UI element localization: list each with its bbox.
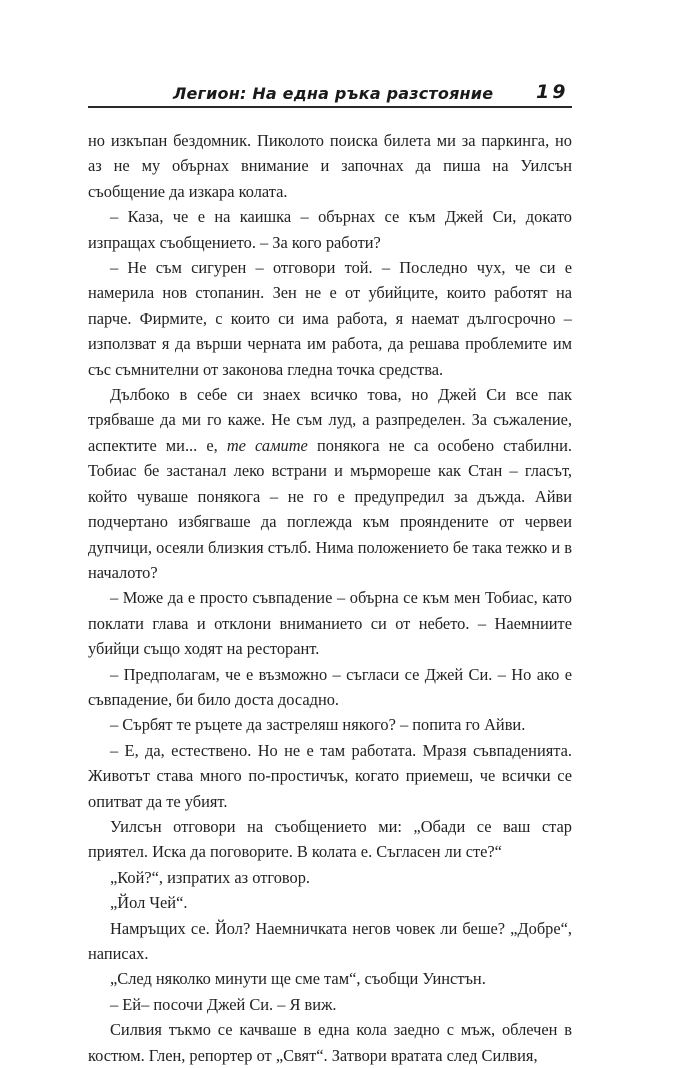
page-header xyxy=(0,0,700,110)
paragraph: – Предполагам, че е възможно – съгласи се Джей Си. – Но ако е съвпадение, би било доста досадно. xyxy=(88,664,572,709)
paragraph: – Не съм сигурен – отговори той. – Последно чух, че си е намерила нов стопанин. Зен не е от убийците, които работят на парче. Фирмите, с които си има работа, я наемат дългосрочно – използват я да върши черната им работа, да решава проблемите им със съмнителни от законова гледна точка средства. xyxy=(88,258,572,379)
emphasized-text: те самите xyxy=(226,435,308,455)
paragraph: – Ей– посочи Джей Си. – Я виж. xyxy=(110,994,337,1014)
paragraph: – Сърбят те ръцете да застреляш някого? – попита го Айви. xyxy=(110,715,526,735)
paragraph: Намръщих се. Йол? Наемничката негов човек ли беше? „Добре“, написах. xyxy=(88,918,572,963)
header-rule xyxy=(88,106,572,108)
body-text xyxy=(88,128,572,1068)
paragraph: – Каза, че е на каишка – обърнах се към Джей Си, докато изпращах съобщението. – За кого работи? xyxy=(88,207,572,252)
running-head-title: Легион: На една ръка разстояние xyxy=(173,84,494,103)
paragraph: но изкъпан бездомник. Пиколото поиска билета ми за паркинга, но аз не му обърнах внимание и започнах да пиша на Уилсън съобщение да изкара колата. xyxy=(88,131,572,201)
page-number: 19 xyxy=(536,81,569,103)
paragraph xyxy=(88,382,572,585)
paragraph-text: понякога не са особено стабилни. Тобиас бе застанал леко встрани и мърмореше как Стан – гласът, който чуваше понякога – не го е предупредил за дъжда. Айви подчертано избягваше да поглежда към прояндените от червеи дупчици, осеяли близкия стълб. Нима положението бе така тежко и в началото? xyxy=(88,435,572,582)
paragraph-text: Дълбоко в себе си знаех всичко това, но Джей Си все пак трябваше да ми го каже. Не съм луд, а разпределен. За съжаление, аспектите ми... е, xyxy=(88,385,572,455)
paragraph: – Може да е просто съвпадение – обърна се към мен Тобиас, като поклати глава и отклони вниманието си от небето. – Наемниите убийци също ходят на ресторант. xyxy=(88,588,572,659)
paragraph: – Е, да, естествено. Но не е там работата. Мразя съвпаденията. Животът става много по-простичък, когато приемеш, че всички се опитват да те убият. xyxy=(88,740,572,811)
paragraph: Силвия тъкмо се качваше в една кола заедно с мъж, облечен в костюм. Глен, репортер от „Свят“. Затвори вратата след Силвия, xyxy=(88,1020,572,1065)
paragraph: „Йол Чей“. xyxy=(110,893,188,913)
paragraph: Уилсън отговори на съобщението ми: „Обади се ваш стар приятел. Иска да поговорите. В колата е. Съгласен ли сте?“ xyxy=(88,816,572,862)
paragraph: „Кой?“, изпратих аз отговор. xyxy=(110,867,311,887)
paragraph: „След няколко минути ще сме там“, съобщи Уинстън. xyxy=(110,969,486,989)
